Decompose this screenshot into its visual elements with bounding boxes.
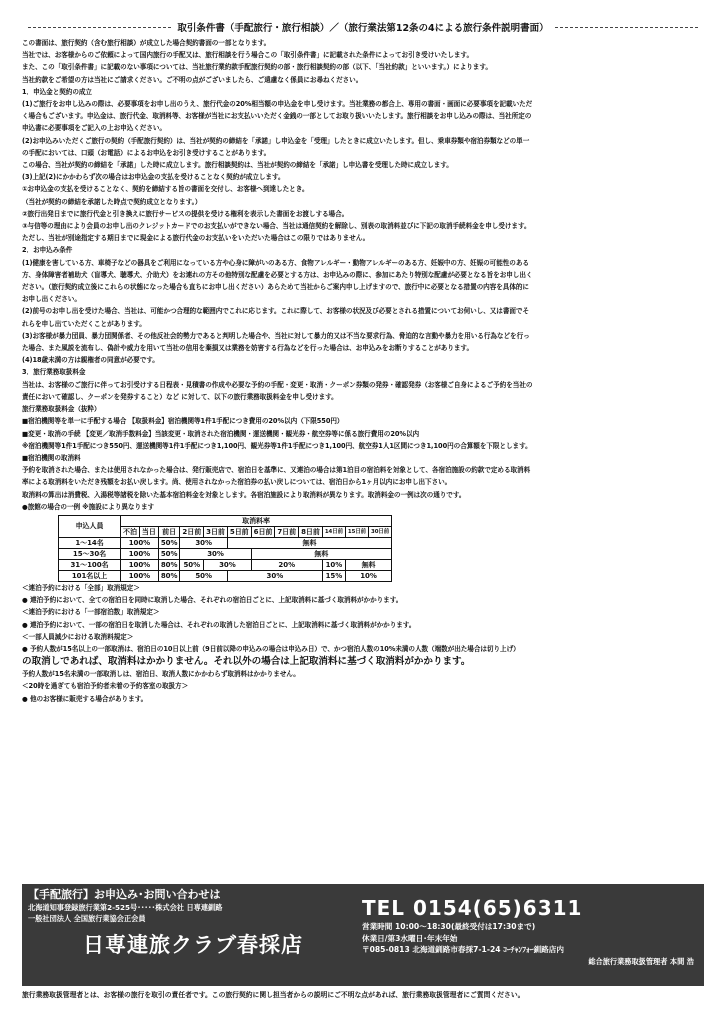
text-line: お申し出ください。: [22, 295, 81, 304]
text-line: 予約を取消された場合、または使用されなかった場合は、発行販売店で、宿泊日を基準に、又連泊の場合は第1泊目の宿泊料を対象として、各宿泊施設の約款で定める取消料: [22, 466, 531, 475]
address: 〒085-0813 北海道釧路市春採7-1-24 ｺｰﾁｬﾝﾌｫｰ釧路店内: [362, 945, 564, 954]
footer-contact: [22, 884, 704, 986]
cancellation-fee-table: [58, 515, 392, 582]
text-line: ①お申込金の支払を受けることなく、契約を締結する旨の書面を交付し、お客様へ到達したとき。: [22, 185, 309, 194]
row-label: 31～100名: [59, 559, 121, 570]
header-applicant: 申込人員: [59, 515, 121, 537]
text-line: く場合もございます。申込金は、旅行代金、取消料等、お客様が当社にお支払いいただく金銭の一部としてお取り扱いいたします。旅行相談をお申し込みの際は、当社所定の: [22, 112, 532, 121]
text-line: 当社は、お客様のご旅行に伴ってお引受けする日程表・見積書の作成や必要な予約の手配・変更・取消・クーポン券類の発券・確認発券（お客様ご自身によるご予約を当社の: [22, 380, 533, 389]
text-line: ●旅館の場合の一例 ※施設により異なります: [22, 502, 155, 511]
column-header: 5日前: [227, 526, 251, 537]
text-line: ■変更・取消の手続 【変更／取消手数料金】当該変更・取消された宿泊機関・運送機関・観光券・航空券等に係る旅行費用の20%以内: [22, 429, 420, 438]
table-row: [59, 559, 392, 570]
text-line: この場合、当社が契約の締結を「承諾」した時に成立します。旅行相談契約は、当社が契約の締結を「承諾」し申込書を受理した時に成立します。: [22, 161, 453, 170]
note-line: の取消しであれば、取消料はかかりません。それ以外の場合は上記取消料に基づく取消料がかかります。: [22, 656, 471, 668]
text-line: (2)前号のお申し出を受けた場合、当社は、可能かつ合理的な範囲内でこれに応じます。これに際して、お客様の状況及び必要とされる措置についてお伺いし、又は書面でそ: [22, 307, 529, 316]
rate-cell: 50%: [180, 570, 227, 581]
text-line: (1)ご旅行をお申し込みの際は、必要事項をお申し出のうえ、旅行代金の20%相当額の申込金を申し受けます。当社業務の都合上、専用の書面・画面に必要事項を記載いただ: [22, 100, 533, 109]
column-header: 前日: [158, 526, 180, 537]
column-header: 30日前: [369, 526, 392, 537]
rate-cell: 30%: [227, 570, 322, 581]
note-line: ● 予約人数が15名以上の一部取消は、宿泊日の10日以上前（9日前以降の申込みの場合は申込み日）で、かつ宿泊人数の10%未満の人数（端数が出た場合は切り上げ）: [22, 644, 520, 653]
contact-title: 【手配旅行】お申込み･お問い合わせは: [28, 888, 221, 901]
rate-cell: 30%: [204, 559, 251, 570]
rate-cell: 100%: [121, 548, 159, 559]
text-line: ※宿泊機関等1件1手配につき550円、運送機関等1件1手配につき1,100円、観光券等1件1手配につき1,100円、航空券1人1区間につき1,100円の合算額を下限とします。: [22, 441, 532, 450]
column-header: 15日前: [345, 526, 368, 537]
text-line: 当社約款をご希望の方は当社にご請求ください。ご不明の点がございましたら、ご遠慮なく係員にお尋ねください。: [22, 75, 363, 84]
business-hours: 営業時間 10:00～18:30(最終受付は17:30まで): [362, 922, 536, 931]
title-dash-left: [28, 27, 171, 28]
column-header: 6日前: [251, 526, 275, 537]
section1-body: [22, 98, 704, 244]
text-line: ただし、当社が別途指定する期日までに現金による旅行代金のお支払いをいただいた場合はこの限りではありません。: [22, 234, 370, 243]
note-line: ＜連泊予約における「一部宿泊数」取消規定＞: [22, 608, 160, 617]
text-line: (2)お申込みいただくご旅行の契約（手配旅行契約）は、当社が契約の締結を「承諾」し申込金を「受理」したときに成立いたします。但し、乗車券類や宿泊券類などの単一: [22, 136, 530, 145]
association: 一般社団法人 全国旅行業協会正会員: [28, 914, 146, 923]
document-title: 取引条件書（手配旅行・旅行相談）／（旅行業法第12条の4による旅行条件説明書面）: [177, 23, 549, 34]
bottom-note: 旅行業務取扱管理者とは、お客様の旅行を取引の責任者です。この旅行契約に関し担当者からの説明にご不明な点があれば、旅行業務取扱管理者にご質問ください。: [22, 991, 525, 999]
text-line: た場合、また風説を流布し、偽計や威力を用いて当社の信用を棄損又は業務を妨害する行為などを行った場合は、お申込みをお断りすることがあります。: [22, 344, 473, 353]
rate-cell: 80%: [158, 559, 180, 570]
note-line: ● 連泊予約において、一部の宿泊日を取消した場合は、それぞれの取消した宿泊日ごとに、上記取消料に基づく取消料がかかります。: [22, 620, 416, 629]
registration-number: 北海道知事登録旅行業第2-525号･････株式会社 日専連釧路: [28, 903, 223, 912]
column-header: 2日前: [180, 526, 204, 537]
text-line: 責任において確認し、クーポンを発券すること）など に対して、以下の旅行業務取扱料金を申し受けます。: [22, 392, 338, 401]
terms-document: [22, 20, 704, 705]
intro-section: [22, 37, 704, 86]
travel-manager: 総合旅行業務取扱管理者 本間 浩: [588, 956, 694, 966]
title-dash-right: [555, 27, 698, 28]
text-line: 取消料の算出は消費税、入湯税等諸税を除いた基本宿泊料金を対象とします。各宿泊施設により取消料が異なります。取消料金の一例は次の通りです。: [22, 490, 466, 499]
rate-cell: 100%: [121, 537, 159, 548]
rate-cell: 10%: [345, 570, 391, 581]
after-table-notes: [22, 582, 704, 705]
section-heading: 3．旅行業務取扱料金: [22, 368, 86, 377]
rate-cell: 30%: [180, 548, 251, 559]
text-line: ■宿泊機関等を単一に手配する場合 【取扱料金】宿泊機関等1件1手配につき費用の20%以内（下限550円）: [22, 417, 344, 426]
closed-days: 休業日/第3水曜日･年末年始: [362, 933, 458, 943]
rate-cell: 30%: [180, 537, 227, 548]
column-header: 当日: [139, 526, 158, 537]
text-line: ②旅行出発日までに旅行代金と引き換えに旅行サービスの提供を受ける権利を表示した書面をお渡しする場合。: [22, 209, 349, 218]
footer-right: [362, 887, 702, 967]
note-line: ＜連泊予約における「全部」取消規定＞: [22, 583, 140, 592]
text-line: また、この「取引条件書」に記載のない事項については、当社旅行業約款手配旅行契約の部・旅行相談契約の部（以下、「当社約款」といいます。）によります。: [22, 63, 492, 72]
text-line: (3)お客様が暴力団員、暴力団関係者、その他反社会的勢力であると判明した場合や、当社に対して暴力的又は不当な要求行為、脅迫的な言動や暴力を用いる行為などを行っ: [22, 331, 530, 340]
section-heading: 1．申込金と契約の成立: [22, 87, 92, 96]
text-line: ③与信等の理由により会員のお申し出のクレジットカードでのお支払いができない場合、当社は通信契約を解除し、別表の取消料並びに下記の取消手続料金を申し受けます。: [22, 222, 531, 231]
note-line: ● 他のお客様に販売する場合があります。: [22, 694, 148, 703]
text-line: この書面は、旅行契約（含む旅行相談）が成立した場合契約書面の一部となります。: [22, 39, 271, 47]
table-row: [59, 537, 392, 548]
text-line: れらを申し出ていただくことがあります。: [22, 319, 146, 328]
text-line: 率による取消料をいただき残額をお払い戻します。尚、使用されなかった宿泊券の払い戻しについては、宿泊日から1ヶ月以内にお申し出下さい。: [22, 478, 452, 487]
note-line: ＜20時を過ぎても宿泊予約者未着の予約客室の取扱方＞: [22, 682, 189, 691]
text-line: ■宿泊機関の取消料: [22, 453, 81, 462]
column-header: 不泊: [121, 526, 140, 537]
telephone-number: TEL 0154(65)6311: [362, 896, 583, 920]
footer-left: [28, 887, 358, 960]
rate-cell: 50%: [180, 559, 204, 570]
section2-body: [22, 257, 704, 367]
rate-cell: 15%: [322, 570, 345, 581]
note-line: ＜一部人員減少における取消料規定＞: [22, 632, 134, 641]
text-line: 旅行業務取扱料金（抜粋）: [22, 405, 101, 414]
text-line: 当社では、お客様からのご依頼によって国内旅行の手配又は、旅行相談を行う場合この「取引条件書」に記載された条件によってお引き受けいたします。: [22, 51, 473, 60]
header-rate: 取消料率: [121, 515, 392, 526]
text-line: (4)18歳未満の方は親権者の同意が必要です。: [22, 356, 159, 365]
column-header: 8日前: [299, 526, 323, 537]
row-label: 15～30名: [59, 548, 121, 559]
table-row: [59, 548, 392, 559]
rate-cell: 50%: [158, 537, 180, 548]
text-line: の手配においては、口頭（お電話）によるお申込をお引き受けすることがあります。: [22, 148, 271, 157]
note-line: ● 連泊予約において、全ての宿泊日を同時に取消した場合、それぞれの宿泊日ごとに、上記取消料に基づく取消料がかかります。: [22, 596, 403, 605]
rate-cell: 10%: [322, 559, 345, 570]
rate-cell: 100%: [121, 559, 159, 570]
rate-cell: 50%: [158, 548, 180, 559]
rate-cell: 100%: [121, 570, 159, 581]
text-line: 方、身体障害者補助犬（盲導犬、聴導犬、介助犬）をお連れの方その他特別な配慮を必要とする方は、お申込みの際に、参加にあたり特別な配慮が必要となる旨をお申し出く: [22, 270, 533, 279]
rate-cell: 無料: [345, 559, 391, 570]
row-label: 101名以上: [59, 570, 121, 581]
text-line: ださい。（旅行契約成立後にこれらの状態になった場合も直ちにお申し出ください）あらためて当社からご案内申し上げますので、旅行中に必要となる措置の内容を具体的に: [22, 283, 529, 292]
document-body: [22, 37, 704, 705]
rate-cell: 80%: [158, 570, 180, 581]
text-line: 申込書に必要事項をご記入の上お申込ください。: [22, 124, 166, 133]
column-header: 3日前: [204, 526, 228, 537]
rate-cell: 無料: [227, 537, 391, 548]
rate-cell: 無料: [251, 548, 391, 559]
text-line: (1)健康を害している方、車椅子などの器具をご利用になっている方や心身に障がいのある方、食物アレルギー・動物アレルギーのある方、妊娠中の方、妊娠の可能性のある: [22, 258, 529, 267]
section-heading: 2．お申込み条件: [22, 246, 73, 255]
rate-cell: 20%: [251, 559, 322, 570]
table-row: [59, 570, 392, 581]
section3-body: [22, 379, 704, 513]
text-line: (3)上記(2)にかかわらず次の場合はお申込金の支払を受けることなく契約が成立します。: [22, 173, 285, 182]
text-line: （当社が契約の締結を承諾した時点で契約成立となります。）: [22, 197, 202, 206]
column-header: 14日前: [322, 526, 345, 537]
column-header: 7日前: [275, 526, 299, 537]
row-label: 1～14名: [59, 537, 121, 548]
note-line: 予約人数が15名未満の一部取消しは、宿泊日、取消人数にかかわらず取消料はかかりません。: [22, 670, 300, 679]
shop-name: 日専連旅クラブ春採店: [83, 933, 303, 957]
title-row: [22, 20, 704, 34]
